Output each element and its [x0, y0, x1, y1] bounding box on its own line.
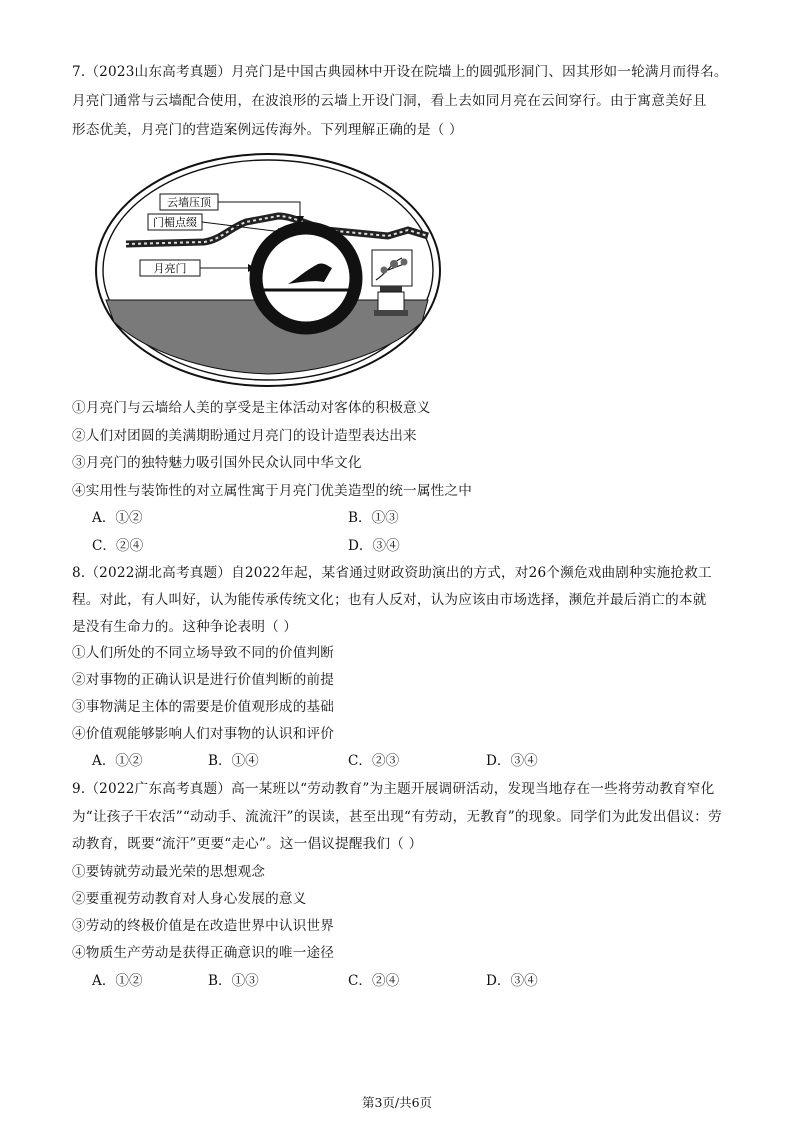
q7-stem-line-1: 7.（2023山东高考真题）月亮门是中国古典园林中开设在院墙上的圆弧形洞门、因其形如一轮满月而得名。	[72, 64, 728, 80]
q7-option-b: B．①③	[348, 510, 399, 526]
q8-stem-line-2: 程。对此，有人叫好，认为能传承传统文化；也有人反对，认为应该由市场选择，濒危并最后消亡的本就	[72, 592, 707, 608]
q8-option-a: A．①②	[92, 753, 143, 769]
q9-option-a: A．①②	[92, 973, 143, 989]
q9-option-b: B．①③	[208, 973, 259, 989]
label-moon-gate: 月亮门	[153, 262, 187, 275]
q9-stem-line-1: 9.（2022广东高考真题）高一某班以“劳动教育”为主题开展调研活动，发现当地存在一些将劳动教育窄化	[72, 781, 715, 797]
q7-stem-line-3: 形态优美，月亮门的营造案例远传海外。下列理解正确的是（ ）	[72, 122, 463, 138]
q8-stem-line-1: 8.（2022湖北高考真题）自2022年起，某省通过财政资助演出的方式，对26个濒危戏曲剧种实施抢救工	[72, 565, 712, 581]
q9-stem-line-2: 为“让孩子干农活”“动动手、流流汗”的误读，甚至出现“有劳动，无教育”的现象。同学们为此发出倡议：劳	[72, 809, 722, 825]
moon-gate-illustration	[92, 150, 444, 390]
q7-statement-4: ④实用性与装饰性的对立属性寓于月亮门优美造型的统一属性之中	[72, 483, 473, 499]
q8-option-d: D．③④	[486, 753, 538, 769]
q8-option-b: B．①④	[208, 753, 259, 769]
q9-statement-3: ③劳动的终极价值是在改造世界中认识世界	[72, 918, 335, 934]
q7-statement-3: ③月亮门的独特魅力吸引国外民众认同中华文化	[72, 455, 362, 471]
q7-statement-2: ②人们对团圆的美满期盼通过月亮门的设计造型表达出来	[72, 428, 417, 444]
q7-stem-line-2: 月亮门通常与云墙配合使用，在波浪形的云墙上开设门洞，看上去如同月亮在云间穿行。由于寓意美好且	[72, 93, 707, 109]
q7-option-d: D．③④	[348, 538, 400, 554]
q7-option-a: A．①②	[92, 510, 143, 526]
moon-gate-figure	[92, 150, 444, 390]
q8-statement-2: ②对事物的正确认识是进行价值判断的前提	[72, 672, 335, 688]
q9-statement-2: ②要重视劳动教育对人身心发展的意义	[72, 891, 307, 907]
q7-statement-1: ①月亮门与云墙给人美的享受是主体活动对客体的积极意义	[72, 400, 431, 416]
q9-option-c: C．②④	[348, 973, 400, 989]
q7-option-c: C．②④	[92, 538, 144, 554]
q8-statement-4: ④价值观能够影响人们对事物的认识和评价	[72, 726, 335, 742]
q9-statement-1: ①要铸就劳动最光荣的思想观念	[72, 864, 266, 880]
label-cloud-wall: 云墙压顶	[167, 196, 211, 209]
q8-option-c: C．②③	[348, 753, 400, 769]
q8-statement-3: ③事物满足主体的需要是价值观形成的基础	[72, 699, 335, 715]
page-number: 第3页/共6页	[361, 1095, 433, 1110]
q8-stem-line-3: 是没有生命力的。这种争论表明（ ）	[72, 619, 298, 635]
q9-option-d: D．③④	[486, 973, 538, 989]
q9-stem-line-3: 动教育，既要“流汗”更要“走心”。这一倡议提醒我们（ ）	[72, 836, 423, 852]
label-door-top: 门楣点缀	[153, 216, 197, 229]
q9-statement-4: ④物质生产劳动是获得正确意识的唯一途径	[72, 945, 335, 961]
q8-statement-1: ①人们所处的不同立场导致不同的价值判断	[72, 645, 335, 661]
